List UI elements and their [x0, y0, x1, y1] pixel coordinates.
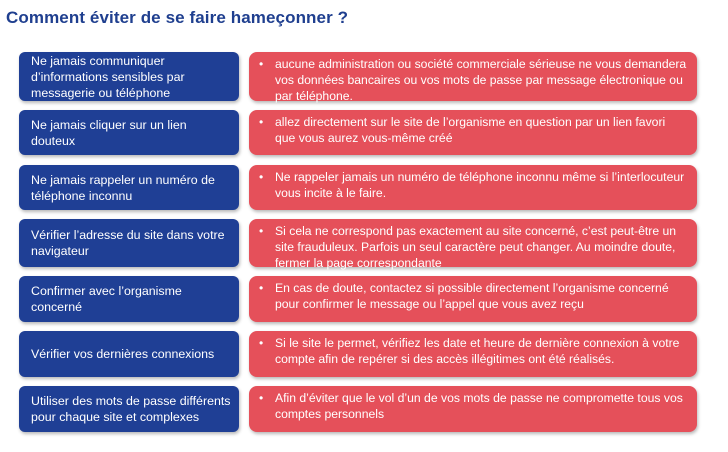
tip-detail-box: [249, 386, 697, 432]
tip-detail-box: [249, 110, 697, 155]
tip-row: [19, 331, 699, 377]
tip-detail-box: [249, 331, 697, 377]
tip-action: Ne jamais communiquer d’informations sensibles par messagerie ou téléphone: [19, 52, 239, 101]
tip-row: [19, 110, 699, 155]
tip-row: [19, 276, 699, 322]
tip-detail-box: [249, 276, 697, 322]
tip-row: [19, 52, 699, 101]
tip-action: Ne jamais rappeler un numéro de téléphone inconnu: [19, 165, 239, 210]
tip-detail-box: [249, 52, 697, 101]
tip-row: [19, 219, 699, 270]
tip-action: Vérifier l’adresse du site dans votre navigateur: [19, 219, 239, 267]
tip-row: [19, 386, 699, 432]
bullet-icon: •: [259, 224, 264, 238]
tip-detail: Si le site le permet, vérifiez les date et heure de dernière connexion à votre compte afin de repérer si des accès illégitimes ont été réalisés.: [275, 336, 680, 366]
tip-action: Confirmer avec l’organisme concerné: [19, 276, 239, 322]
tip-action: Ne jamais cliquer sur un lien douteux: [19, 110, 239, 155]
tip-detail: Si cela ne correspond pas exactement au site concerné, c’est peut-être un site frauduleux. Parfois un seul caractère peut changer. Au moindre doute, fermer la page correspondante: [275, 224, 677, 270]
tip-row: [19, 165, 699, 210]
tip-detail: aucune administration ou société commerciale sérieuse ne vous demandera vos données bancaires ou vos mots de passe par message électronique ou par téléphone.: [275, 57, 687, 103]
bullet-icon: •: [259, 170, 264, 184]
page-title: Comment éviter de se faire hameçonner ?: [6, 8, 349, 27]
bullet-icon: •: [259, 336, 264, 350]
tip-action: Utiliser des mots de passe différents pour chaque site et complexes: [19, 386, 239, 432]
tip-detail: Ne rappeler jamais un numéro de téléphone inconnu même si l’interlocuteur vous incite à le faire.: [275, 170, 685, 200]
tip-detail-box: [249, 165, 697, 210]
tip-detail-box: [249, 219, 697, 270]
bullet-icon: •: [259, 115, 264, 129]
bullet-icon: •: [259, 281, 264, 295]
bullet-icon: •: [259, 57, 264, 71]
tip-detail: allez directement sur le site de l’organisme en question par un lien favori que vous aurez vous-même créé: [275, 115, 666, 145]
tip-detail: Afin d’éviter que le vol d’un de vos mots de passe ne compromette tous vos comptes personnels: [275, 391, 683, 421]
tip-detail: En cas de doute, contactez si possible directement l’organisme concerné pour confirmer le message ou l’appel que vous avez reçu: [275, 281, 669, 311]
tip-action: Vérifier vos dernières connexions: [19, 331, 239, 377]
bullet-icon: •: [259, 391, 264, 405]
